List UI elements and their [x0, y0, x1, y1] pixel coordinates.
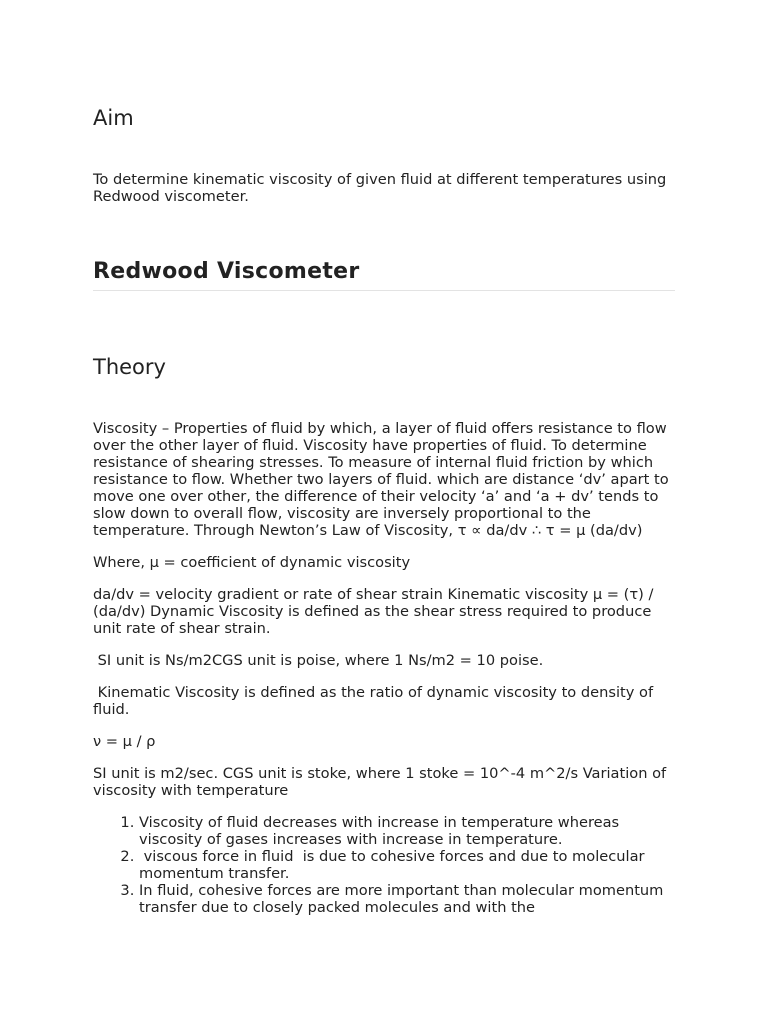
si-unit-dynamic-paragraph: SI unit is Ns/m2CGS unit is poise, where 1 Ns/m2 = 10 poise.: [93, 652, 544, 669]
kinematic-formula-paragraph: ν = μ / ρ: [93, 733, 156, 750]
aim-text: To determine kinematic viscosity of given fluid at different temperatures using Redwood viscometer.: [93, 171, 667, 205]
velocity-gradient-paragraph: da/dv = velocity gradient or rate of shear strain Kinematic viscosity μ = (τ) / (da/dv) Dynamic Viscosity is defined as the shear stress required to produce unit rate of shear strain.: [93, 586, 654, 637]
kinematic-viscosity-paragraph: Kinematic Viscosity is defined as the ratio of dynamic viscosity to density of fluid.: [93, 684, 658, 718]
temperature-variation-list: [93, 814, 675, 916]
theory-heading: Theory: [93, 355, 166, 379]
heading-divider: [93, 290, 675, 291]
redwood-viscometer-heading: Redwood Viscometer: [93, 259, 360, 284]
theory-body: [93, 420, 675, 916]
dynamic-viscosity-coefficient-paragraph: Where, μ = coefficient of dynamic viscosity: [93, 554, 411, 571]
list-item: 3. In fluid, cohesive forces are more important than molecular momentum transfer due to closely packed molecules and with the: [139, 882, 675, 916]
si-unit-kinematic-paragraph: SI unit is m2/sec. CGS unit is stoke, where 1 stoke = 10^-4 m^2/s Variation of viscosity with temperature: [93, 765, 667, 799]
list-item: 1. Viscosity of fluid decreases with increase in temperature whereas viscosity of gases increases with increase in temperature.: [139, 814, 675, 848]
list-item: 2. viscous force in fluid is due to cohesive forces and due to molecular momentum transfer.: [139, 848, 675, 882]
viscosity-definition-paragraph: Viscosity – Properties of fluid by which, a layer of fluid offers resistance to flow over the other layer of fluid. Viscosity have properties of fluid. To determine resistance of shearing stresses. To measure of internal fluid friction by which resistance to flow. Whether two layers of fluid. which are distance ‘dv’ apart to move one over other, the difference of their velocity ‘a’ and ‘a + dv’ tends to slow down to overall flow, viscosity are inversely proportional to the temperature. Through Newton’s Law of Viscosity, τ ∝ da/dv ∴ τ = μ (da/dv): [93, 420, 669, 539]
aim-heading: Aim: [93, 106, 134, 130]
